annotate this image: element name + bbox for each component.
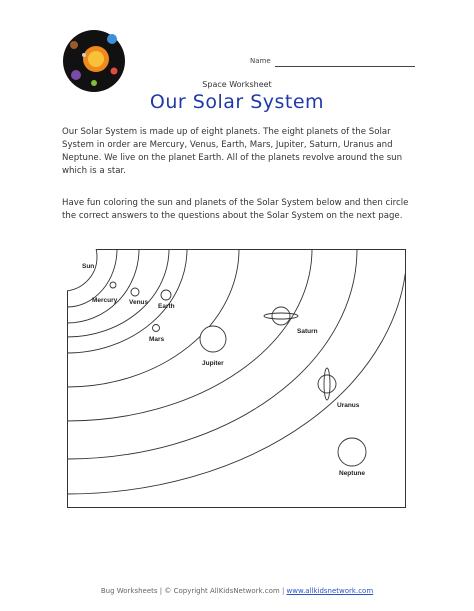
planet-earth xyxy=(161,290,171,300)
planet-jupiter xyxy=(200,326,226,352)
name-line[interactable] xyxy=(275,66,415,67)
label-neptune: Neptune xyxy=(339,470,365,477)
planet-venus xyxy=(131,288,139,296)
worksheet-subtitle: Space Worksheet xyxy=(202,80,272,89)
label-mars: Mars xyxy=(149,336,165,343)
planet-neptune xyxy=(338,438,366,466)
label-saturn: Saturn xyxy=(297,328,318,335)
name-field[interactable] xyxy=(250,57,415,71)
worksheet-title: Our Solar System xyxy=(149,91,325,113)
intro-paragraph: Our Solar System is made up of eight planets. The eight planets of the Solar System in order are Mercury, Venus, Earth, Mars, Jupiter, Saturn, Uranus and Neptune. We live on the planet Earth. All of the planets revolve around the sun which is a star. xyxy=(62,127,403,176)
name-label: Name xyxy=(250,57,271,65)
footer-link[interactable]: www.allkidsnetwork.com xyxy=(286,587,374,595)
instructions-paragraph: Have fun coloring the sun and planets of the Solar System below and then circle the correct answers to the questions about the Solar System on the next page. xyxy=(62,198,409,221)
solar-system-diagram xyxy=(67,249,406,508)
label-earth: Earth xyxy=(158,303,175,310)
label-jupiter: Jupiter xyxy=(202,360,224,367)
label-uranus: Uranus xyxy=(337,402,360,409)
planet-mercury xyxy=(110,282,116,288)
label-mercury: Mercury xyxy=(92,297,118,304)
label-venus: Venus xyxy=(129,299,149,306)
footer xyxy=(0,587,474,595)
footer-copyright: Bug Worksheets | © Copyright AllKidsNetwork.com | xyxy=(100,587,287,595)
label-sun: Sun xyxy=(82,263,95,270)
planet-mars xyxy=(153,325,160,332)
